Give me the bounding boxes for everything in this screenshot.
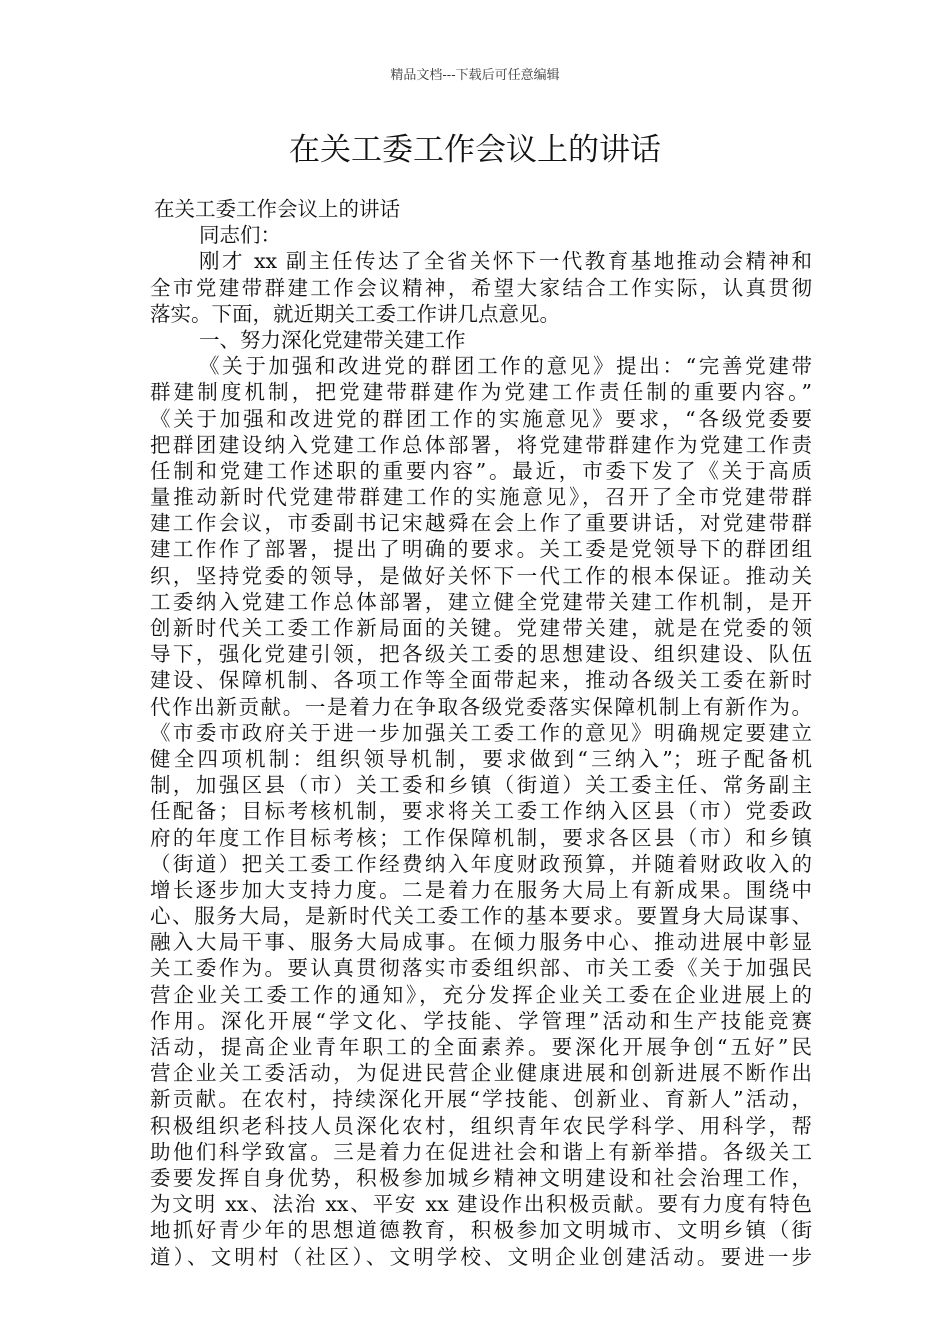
text-line: 把群团建设纳入党建工作总体部署，将党建带群建作为党建工作责 <box>150 432 812 457</box>
text-line: 营企业关工委活动，为促进民营企业健康进展和创新进展不断作出 <box>150 1061 812 1086</box>
text-line: 活动，提高企业青年职工的全面素养。要深化开展争创“五好”民 <box>150 1035 812 1059</box>
header-note: 精品文档---下载后可任意编辑 <box>390 68 560 83</box>
text-line: 量推动新时代党建带群建工作的实施意见》，召开了全市党建带群 <box>150 485 812 510</box>
text-line: 同志们： <box>199 223 281 248</box>
text-line: 积极组织老科技人员深化农村，组织青年农民学科学、用科学，帮 <box>150 1113 812 1138</box>
text-line: 助他们科学致富。三是着力在促进社会和谐上有新举措。各级关工 <box>150 1139 812 1164</box>
text-line: 任制和党建工作述职的重要内容”。最近，市委下发了《关于高质 <box>150 458 812 483</box>
text-line: 《关于加强和改进党的群团工作的实施意见》要求，“各级党委要 <box>150 406 812 431</box>
text-line: 一、努力深化党建带关建工作 <box>199 327 466 352</box>
text-line: 健全四项机制：组织领导机制，要求做到“三纳入”；班子配备机 <box>150 746 812 771</box>
text-line: 在关工委工作会议上的讲话 <box>154 197 400 221</box>
text-line: （街道）把关工委工作经费纳入年度财政预算，并随着财政收入的 <box>150 851 812 876</box>
text-line: 委要发挥自身优势，积极参加城乡精神文明建设和社会治理工作， <box>150 1165 812 1190</box>
document-body <box>150 196 812 1270</box>
text-line: 代作出新贡献。一是着力在争取各级党委落实保障机制上有新作为。 <box>150 694 812 719</box>
text-line: 刚才 xx 副主任传达了全省关怀下一代教育基地推动会精神和 <box>199 249 812 274</box>
text-line: 工委纳入党建工作总体部署，建立健全党建带关建工作机制，是开 <box>150 589 812 614</box>
text-line: 织，坚持党委的领导，是做好关怀下一代工作的根本保证。推动关 <box>150 563 812 588</box>
text-line: 《关于加强和改进党的群团工作的意见》提出：“完善党建带 <box>199 354 812 379</box>
text-line: 新贡献。在农村，持续深化开展“学技能、创新业、育新人”活动， <box>150 1087 812 1112</box>
text-line: 融入大局干事、服务大局成事。在倾力服务中心、推动进展中彰显 <box>150 930 812 955</box>
text-line: 心、服务大局，是新时代关工委工作的基本要求。要置身大局谋事、 <box>150 904 812 929</box>
text-line: 任配备；目标考核机制，要求将关工委工作纳入区县（市）党委政 <box>150 799 812 824</box>
text-line: 创新时代关工委工作新局面的关键。党建带关建，就是在党委的领 <box>150 616 812 640</box>
text-line: 《市委市政府关于进一步加强关工委工作的意见》明确规定要建立 <box>150 720 812 745</box>
document-title: 在关工委工作会议上的讲话 <box>289 132 661 168</box>
text-line: 府的年度工作目标考核；工作保障机制，要求各区县（市）和乡镇 <box>150 825 812 850</box>
text-line: 道）、文明村（社区）、文明学校、文明企业创建活动。要进一步 <box>150 1244 812 1269</box>
text-line: 增长逐步加大支持力度。二是着力在服务大局上有新成果。围绕中 <box>150 877 812 902</box>
text-line: 导下，强化党建引领，把各级关工委的思想建设、组织建设、队伍 <box>150 642 812 667</box>
text-line: 关工委作为。要认真贯彻落实市委组织部、市关工委《关于加强民 <box>150 956 812 981</box>
text-line: 群建制度机制，把党建带群建作为党建工作责任制的重要内容。” <box>150 380 812 405</box>
text-line: 建工作作了部署，提出了明确的要求。关工委是党领导下的群团组 <box>150 537 812 562</box>
text-line: 落实。下面，就近期关工委工作讲几点意见。 <box>150 301 560 326</box>
text-line: 制，加强区县（市）关工委和乡镇（街道）关工委主任、常务副主 <box>150 773 812 798</box>
text-line: 全市党建带群建工作会议精神，希望大家结合工作实际，认真贯彻 <box>150 275 812 300</box>
text-line: 建工作会议，市委副书记宋越舜在会上作了重要讲话，对党建带群 <box>150 511 812 536</box>
text-line: 作用。深化开展“学文化、学技能、学管理”活动和生产技能竞赛 <box>150 1008 812 1033</box>
text-line: 地抓好青少年的思想道德教育，积极参加文明城市、文明乡镇（街 <box>150 1218 812 1243</box>
text-line: 建设、保障机制、各项工作等全面带起来，推动各级关工委在新时 <box>150 668 812 693</box>
text-line: 营企业关工委工作的通知》，充分发挥企业关工委在企业进展上的 <box>150 982 812 1007</box>
text-line: 为文明 xx、法治 xx、平安 xx 建设作出积极贡献。要有力度有特色 <box>150 1192 812 1217</box>
